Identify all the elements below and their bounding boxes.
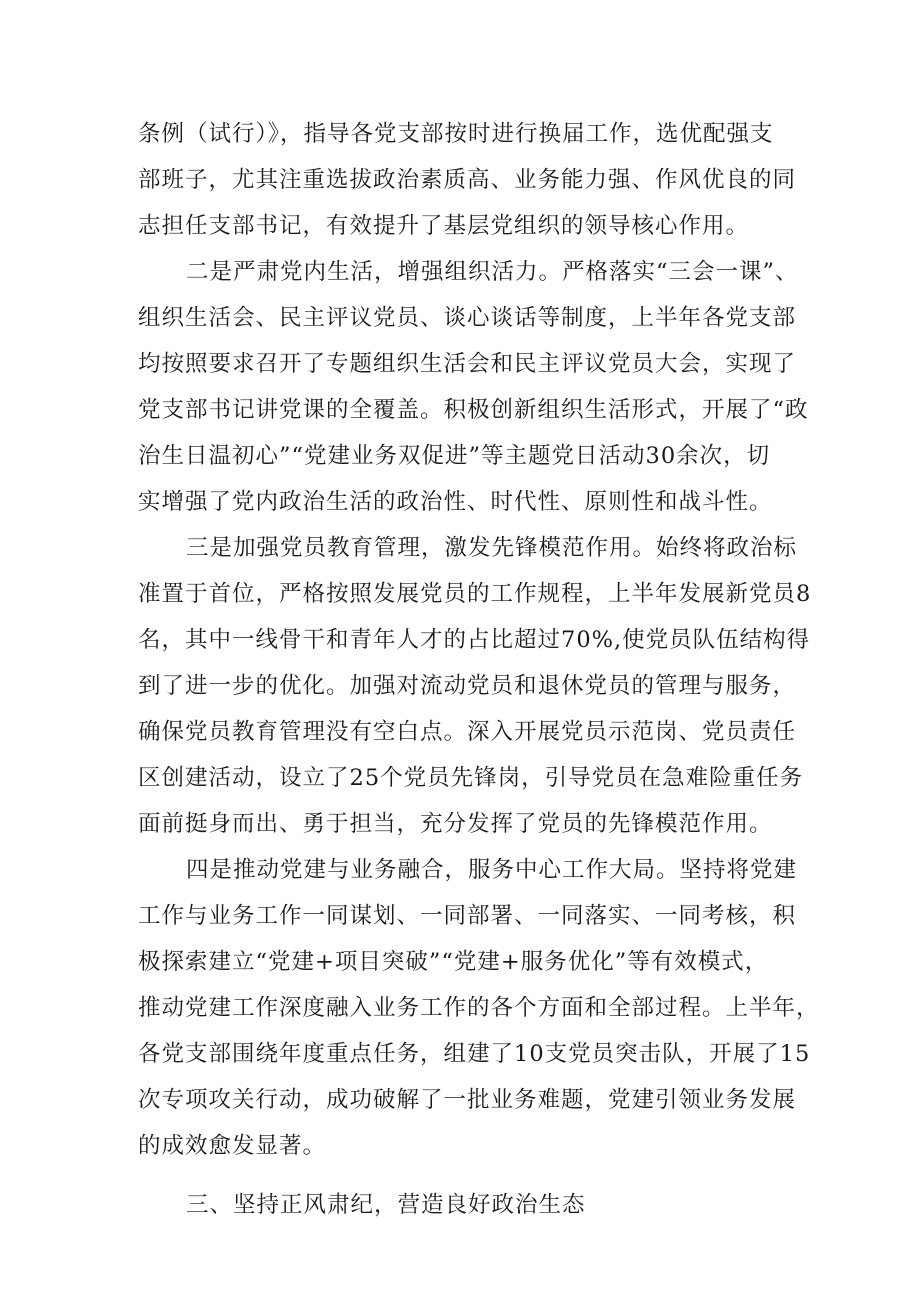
text-line: 部班子，尤其注重选拔政治素质高、业务能力强、作风优良的同 xyxy=(138,167,797,193)
text-line: 到了进一步的优化。加强对流动党员和退休党员的管理与服务， xyxy=(138,673,797,699)
text-line: 区创建活动，设立了25个党员先锋岗，引导党员在急难险重任务 xyxy=(138,765,804,791)
paragraph-3-first-line: 三是加强党员教育管理，激发先锋模范作用。始终将政治标 xyxy=(186,535,798,561)
text-line: 次专项攻关行动，成功破解了一批业务难题，党建引领业务发展 xyxy=(138,1087,797,1113)
text-line: 治生日温初心”“党建业务双促进”等主题党日活动30余次，切 xyxy=(138,443,771,469)
text-line: 确保党员教育管理没有空白点。深入开展党员示范岗、党员责任 xyxy=(138,719,797,745)
text-line: 面前挺身而出、勇于担当，充分发挥了党员的先锋模范作用。 xyxy=(138,811,773,837)
text-line: 实增强了党内政治生活的政治性、时代性、原则性和战斗性。 xyxy=(138,489,773,515)
text-line: 工作与业务工作一同谋划、一同部署、一同落实、一同考核，积 xyxy=(138,903,797,929)
text-line: 组织生活会、民主评议党员、谈心谈话等制度，上半年各党支部 xyxy=(138,305,797,331)
text-line: 极探索建立“党建+项目突破”“党建+服务优化”等有效模式， xyxy=(138,949,769,975)
text-line: 推动党建工作深度融入业务工作的各个方面和全部过程。上半年， xyxy=(138,995,820,1021)
paragraph-2-first-line: 二是严肃党内生活，增强组织活力。严格落实“三会一课”、 xyxy=(186,259,799,285)
document-body xyxy=(138,111,820,1228)
text-line: 均按照要求召开了专题组织生活会和民主评议党员大会，实现了 xyxy=(138,351,797,377)
text-line: 名，其中一线骨干和青年人才的占比超过70%,使党员队伍结构得 xyxy=(138,627,811,653)
text-line: 的成效愈发显著。 xyxy=(138,1133,327,1159)
text-line: 准置于首位，严格按照发展党员的工作规程，上半年发展新党员8 xyxy=(138,581,812,607)
paragraph-4-first-line: 四是推动党建与业务融合，服务中心工作大局。坚持将党建 xyxy=(186,857,798,883)
text-line: 党支部书记讲党课的全覆盖。积极创新组织生活形式，开展了“政 xyxy=(138,397,809,423)
text-line: 各党支部围绕年度重点任务，组建了10支党员突击队，开展了15 xyxy=(138,1041,811,1067)
text-line: 志担任支部书记，有效提升了基层党组织的领导核心作用。 xyxy=(138,213,750,239)
section-heading: 三、坚持正风肃纪，营造良好政治生态 xyxy=(186,1192,586,1218)
text-line: 条例（试行）》，指导各党支部按时进行换届工作，选优配强支 xyxy=(138,121,774,147)
